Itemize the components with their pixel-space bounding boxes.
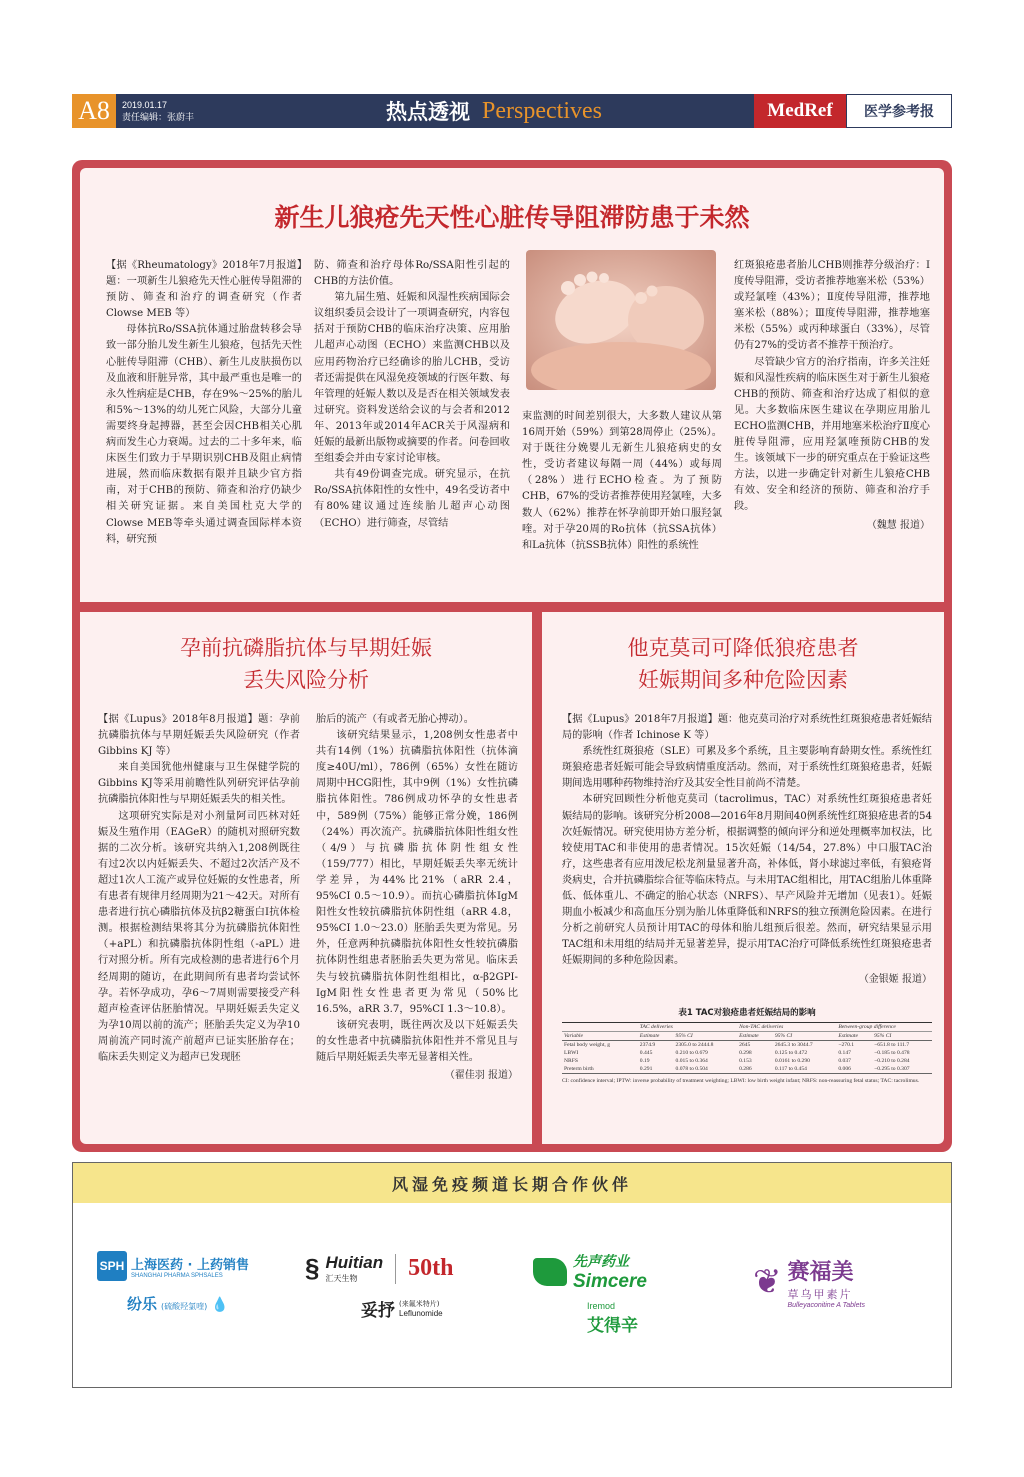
article-title <box>80 632 532 696</box>
table-cell: 0.153 <box>739 1058 752 1064</box>
huitian-name: Huitian <box>325 1253 384 1272</box>
huitian-name-cn: 汇天生物 <box>325 1274 358 1283</box>
paragraph: 系统性红斑狼疮（SLE）可累及多个系统，且主要影响育龄期女性。系统性红斑狼疮患者妊娠可能会导致病情重度活动。然而，对于系统性红斑狼疮患者，妊娠期间选用哪种药物维持治疗及其安全性目前尚不清楚。 <box>562 746 932 790</box>
article-title <box>542 632 944 696</box>
article-column-1 <box>98 712 300 1140</box>
page-header <box>72 94 952 128</box>
table-cell: 0.006 <box>836 1065 872 1074</box>
table-column-header: 95% CI <box>773 1032 837 1041</box>
paragraph: 共有49份调查完成。研究显示，在抗Ro/SSA抗体阳性的女性中，49名受访者中有80%建议通过连续胎儿超声心动图（ECHO）进行筛查，尽管结 <box>314 469 510 529</box>
article-column-2 <box>316 712 518 1140</box>
brand-logo: MedRef <box>754 94 846 128</box>
results-table <box>562 1022 932 1074</box>
table-column-header: 95% CI <box>674 1032 738 1041</box>
article-column-4 <box>734 258 930 594</box>
section-title-cn: 热点透视 <box>386 100 471 124</box>
article-title-line-2: 丢失风险分析 <box>243 668 369 692</box>
saifumei-product: 草乌甲素片 <box>787 1288 853 1301</box>
table-cell: Preterm birth <box>562 1065 638 1074</box>
table-group-header: Non-TAC deliveries <box>737 1023 836 1032</box>
table-cell: 2374.9 <box>639 1042 656 1048</box>
table-row <box>562 1065 932 1074</box>
table-row <box>562 1041 932 1050</box>
sph-logo <box>97 1251 277 1314</box>
partners-box <box>72 1162 952 1388</box>
paragraph: 这项研究实际是对小剂量阿司匹林对妊娠及生殖作用（EAGeR）的随机对照研究数据的二次分析。该研究共纳入1,208例既往有过2次以内妊娠丢失、不超过2次活产及不超过1次人工流产或异位妊娠的女性患者，所有患者有规律月经周期为21～42天。对所有患者进行抗心磷脂抗体及抗β2糖蛋白Ⅰ抗体检测。根据检测结果将其分为抗磷脂抗体阳性（+aPL）和抗磷脂抗体阴性组（-aPL）进行对照分析。所有完成检测的患者进行6个月经周期的随访，在此期间所有患者均尝试怀孕。若怀孕成功，孕6～7周则需要接受产科超声检查评估胚胎情况。早期妊娠丢失定义为孕10周以前的流产；胚胎丢失定义为孕10周前流产同时流产前超声已证实胚胎存在；临床丢失则定义为超声已发现胚 <box>98 810 300 1063</box>
paragraph: 红斑狼疮患者胎儿CHB则推荐分级治疗：Ⅰ度传导阻滞，受访者推荐地塞米松（53%）或羟氯喹（43%）；Ⅱ度传导阻滞，推荐地塞米松（88%）；Ⅲ度传导阻滞，推荐地塞米松（55%）或丙种球蛋白（33%），尽管仍有27%的受访者不推荐干预治疗。 <box>734 260 930 352</box>
table-group-header <box>562 1023 638 1032</box>
article-antiphospholipid <box>80 612 532 1144</box>
table-cell: −0.210 to 0.284 <box>874 1058 910 1064</box>
paragraph: 第九届生殖、妊娠和风湿性疾病国际会议组织委员会设计了一项调查研究，内容包括对于预防CHB的临床治疗决策、应用胎儿超声心动图（ECHO）来监测CHB以及应用药物治疗已经确诊的胎儿CHB，受访者还需提供在风湿免疫领域的行医年数、每年管理的妊娠人数以及是否在相关领域发表过研究。资料发送给会议的与会者和2012年、2013年或2014年ACR关于风湿病和妊娠的最新出版物或摘要的作者。问卷回收至组委会并由专家讨论审核。 <box>314 292 510 465</box>
articles-panel <box>72 160 952 1152</box>
article-title-line-1: 他克莫司可降低狼疮患者 <box>627 636 859 660</box>
table-cell: Fetal body weight, g <box>564 1042 610 1048</box>
table-caption: 表1 TAC对狼疮患者妊娠结局的影响 <box>678 1008 816 1018</box>
byline: （翟佳羽 报道） <box>444 1070 518 1082</box>
article-neonatal-lupus <box>80 168 944 602</box>
table-cell: 0.0161 to 0.290 <box>774 1058 810 1064</box>
table-column-header: Variable <box>562 1032 638 1041</box>
sph-product-sub: (硫酸羟氯喹) <box>161 1302 208 1311</box>
table-column-header: Estimate <box>836 1032 872 1041</box>
simcere-logo <box>533 1251 723 1336</box>
issue-meta <box>116 94 234 128</box>
table-row <box>562 1057 932 1065</box>
table-cell: 0.117 to 0.454 <box>773 1065 837 1074</box>
paragraph: 防、筛查和治疗母体Ro/SSA阳性引起的CHB的方法价值。 <box>314 260 510 288</box>
section-title <box>234 94 754 128</box>
table-cell: NRFS <box>564 1058 578 1064</box>
table-cell: 2645 <box>739 1042 751 1048</box>
sph-mark: SPH <box>97 1251 127 1281</box>
saifumei-name: 赛福美 <box>787 1260 854 1285</box>
table-cell: 2305.0 to 2444.8 <box>675 1042 714 1048</box>
table-group-header: Between-group difference <box>836 1023 932 1032</box>
partners-heading: 风湿免疫频道长期合作伙伴 <box>73 1163 951 1203</box>
table-cell: −0.185 to 0.478 <box>874 1050 910 1056</box>
huitian-product-sub: (来氟米特片) <box>399 1300 440 1308</box>
huitian-product: 妥抒 <box>361 1301 395 1321</box>
simcere-product-en: Iremod <box>587 1301 616 1311</box>
byline: （金银姬 报道） <box>858 973 932 985</box>
table-cell: −270.1 <box>838 1042 855 1048</box>
huitian-logo <box>305 1253 505 1321</box>
source-line: 【据《Lupus》2018年8月报道】题：孕前抗磷脂抗体与早期妊娠丢失风险研究（作者 Gibbins KJ 等） <box>98 714 300 758</box>
huitian-s-icon: § <box>305 1253 320 1283</box>
table-cell: 0.19 <box>639 1058 650 1064</box>
table-column-header: 95% CI <box>872 1032 932 1041</box>
table-group-header: TAC deliveries <box>638 1023 737 1032</box>
table-cell: 0.286 <box>737 1065 773 1074</box>
article-column-1 <box>106 258 302 594</box>
table-cell: LBWI <box>564 1050 579 1056</box>
article-title: 新生儿狼疮先天性心脏传导阻滞防患于未然 <box>274 203 750 232</box>
sph-product: 纷乐 <box>127 1295 158 1313</box>
divider <box>395 1254 396 1284</box>
paragraph: 束监测的时间差别很大，大多数人建议从第16周开始（59%）到第28周停止（25%）。对于既往分娩婴儿无新生儿狼疮病史的女性，受访者建议每隔一周（44%）或每周（28%）进行ECHO检查。为了预防CHB，67%的受访者推荐使用羟氯喹，大多数人（62%）推荐在怀孕前即开始口服羟氯喹。对于孕20周的Ro抗体（抗SSA抗体）和La抗体（抗SSB抗体）阳性的系统性 <box>522 411 722 551</box>
paragraph: 胎后的流产（有或者无胎心搏动）。 <box>316 714 474 725</box>
table-row <box>562 1049 932 1057</box>
drops-icon: 💧 <box>211 1297 229 1313</box>
section-title-en: Perspectives <box>482 97 602 124</box>
saifumei-logo <box>753 1255 933 1309</box>
results-table-block <box>562 1006 932 1085</box>
paragraph: 该研究表明，既往两次及以下妊娠丢失的女性患者中抗磷脂抗体阳性并不常见且与随后早期妊娠丢失率无显著相关性。 <box>316 1019 518 1063</box>
simcere-name: Simcere <box>573 1271 647 1292</box>
paragraph: 来自美国犹他州健康与卫生保健学院的Gibbins KJ等采用前瞻性队列研究评估孕前抗磷脂抗体阳性与早期妊娠丢失的相关性。 <box>98 762 300 806</box>
paragraph: 母体抗Ro/SSA抗体通过胎盘转移会导致一部分胎儿发生新生儿狼疮，包括先天性心脏传导阻滞（CHB）、新生儿皮肤损伤以及血液和肝脏异常，其中最严重也是唯一的永久性病症是CHB，存在9%～25%的胎儿和5%～13%的幼儿死亡风险，大部分儿童需要终身起搏器，甚至会因CHB相关心肌病而发生心力衰竭。过去的二十多年来，临床医生们致力于早期识别CHB及阻止病情进展，然而临床数据有限并且缺少官方指南，对于CHB的预防、筛查和治疗仍缺少相关研究证据。来自美国杜克大学的Clowse MEB等牵头通过调查国际样本资料，研究预 <box>106 324 302 545</box>
baby-feet-photo <box>526 250 716 390</box>
dancer-icon: ❦ <box>753 1262 782 1302</box>
table-column-header: Estimate <box>737 1032 773 1041</box>
byline: （魏慧 报道） <box>866 519 930 531</box>
source-line: 【据《Rheumatology》2018年7月报道】题：一项新生儿狼疮先天性心脏传导阻滞的预防、筛查和治疗的调查研究（作者 Clowse MEB 等） <box>106 260 302 320</box>
table-cell: −0.295 to 0.307 <box>872 1065 932 1074</box>
paragraph: 本研究回顾性分析他克莫司（tacrolimus，TAC）对系统性红斑狼疮患者妊娠结局的影响。该研究分析2008—2016年8月期间40例系统性红斑狼疮患者的54次妊娠情况。研究使用协方差分析，根据调整的倾向评分和逆处理概率加权法，比较使用TAC和非使用的患者情况。15次妊娠（14/54，27.8%）中口服TAC治疗，这些患者有应用泼尼松龙剂量显著升高，补体低，肾小球滤过率低，有狼疮肾炎病史，合并抗磷脂综合征等临床特点。与未用TAC组相比，用TAC组胎儿体重降低、低体重儿、不确定的胎心状态（NRFS）、早产风险并无增加（见表1）。妊娠期血小板减少和高血压分别为胎儿体重降低和NRFS的独立预测危险因素。在进行分析之前研究人员预计用TAC的母体和胎儿组预后很差。然而，研究结果显示用TAC组和未用组的结局并无显著差异，提示用TAC治疗可降低系统性红斑狼疮患者妊娠期间的多种危险因素。 <box>562 794 932 967</box>
table-column-header: Estimate <box>638 1032 674 1041</box>
source-line: 【据《Lupus》2018年7月报道】题：他克莫司治疗对系统性红斑狼疮患者妊娠结局的影响（作者 Ichinose K 等） <box>562 714 932 742</box>
table-cell: 0.015 to 0.364 <box>675 1058 708 1064</box>
table-cell: 0.291 <box>638 1065 674 1074</box>
paragraph: 该研究结果显示，1,208例女性患者中共有14例（1%）抗磷脂抗体阳性（抗体滴度≥40U/ml），786例（65%）女性在随访周期中HCG阳性，其中9例（1%）女性抗磷脂抗体阳性。786例成功怀孕的女性患者中，589例（75%）能够正常分娩，186例（24%）再次流产。抗磷脂抗体阳性组女性（4/9）与抗磷脂抗体阴性组女性（159/777）相比，早期妊娠丢失率无统计学差异，为44%比21%（aRR 2.4，95%CI 0.5～10.9）。而抗心磷脂抗体IgM阳性女性较抗磷脂抗体阴性组（aRR 4.8，95%CI 1.0～23.0）胚胎丢失更为常见。另外，任意两种抗磷脂抗体阳性女性较抗磷脂抗体阴性组患者胚胎丢失更为常见。临床丢失与较抗磷脂抗体阴性组相比，α-β2GPI-IgM阳性女性患者更为常见（50%比16.5%，aRR 3.7，95%CI 1.3～10.8）。 <box>316 730 518 1015</box>
issue-date: 2019.01.17 <box>122 100 168 110</box>
paper-name: 医学参考报 <box>846 94 952 128</box>
huitian-product-en: Leflunomide <box>399 1309 443 1318</box>
divider <box>80 602 944 612</box>
article-title-line-2: 妊娠期间多种危险因素 <box>638 668 848 692</box>
anniversary-badge: 50th <box>408 1255 454 1281</box>
simcere-leaf-icon <box>533 1258 567 1286</box>
sph-name: 上海医药 · 上药销售 <box>131 1257 249 1273</box>
paragraph: 尽管缺少官方的治疗指南，许多关注妊娠和风湿性疾病的临床医生对于新生儿狼疮CHB的预防、筛查和治疗达成了相似的意见。大多数临床医生建议在孕期应用胎儿ECHO监测CHB，并用地塞米松治疗Ⅱ度心脏传导阻滞，应用羟氯喹预防CHB的发生。该领域下一步的研究重点在于验证这些方法，以进一步确定针对新生儿狼疮CHB有效、安全和经济的预防、筛查和治疗手段。 <box>734 356 930 513</box>
table-cell: −651.8 to 111.7 <box>874 1042 910 1048</box>
table-cell: 0.078 to 0.504 <box>674 1065 738 1074</box>
table-footnote: CI: confidence interval; IPTW: inverse probability of treatment weighting; LBWI: low birth weight infant; NRFS: non-reassuring fetal status; TAC: tacrolimus. <box>562 1078 920 1084</box>
table-cell: 0.147 <box>838 1050 851 1056</box>
simcere-product: 艾得辛 <box>587 1316 638 1336</box>
sph-name-en: SHANGHAI PHARMA SPHSALES <box>131 1272 223 1279</box>
table-cell: 2645.3 to 3044.7 <box>774 1042 813 1048</box>
page-number: A8 <box>72 94 116 128</box>
table-cell: 0.125 to 0.472 <box>774 1050 808 1056</box>
article-tacrolimus <box>542 612 944 1144</box>
simcere-name-cn: 先声药业 <box>573 1254 629 1270</box>
editor-credit: 责任编辑：张蔚丰 <box>122 112 195 122</box>
saifumei-product-en: Bulleyaconitine A Tablets <box>787 1302 865 1309</box>
article-body <box>562 712 932 1002</box>
article-title-line-1: 孕前抗磷脂抗体与早期妊娠 <box>180 636 432 660</box>
article-column-2 <box>314 258 510 594</box>
article-column-3 <box>522 409 722 594</box>
table-cell: 0.037 <box>838 1058 851 1064</box>
table-cell: 0.445 <box>639 1050 653 1056</box>
table-cell: 0.210 to 0.679 <box>675 1050 708 1056</box>
table-cell: 0.298 <box>739 1050 752 1056</box>
